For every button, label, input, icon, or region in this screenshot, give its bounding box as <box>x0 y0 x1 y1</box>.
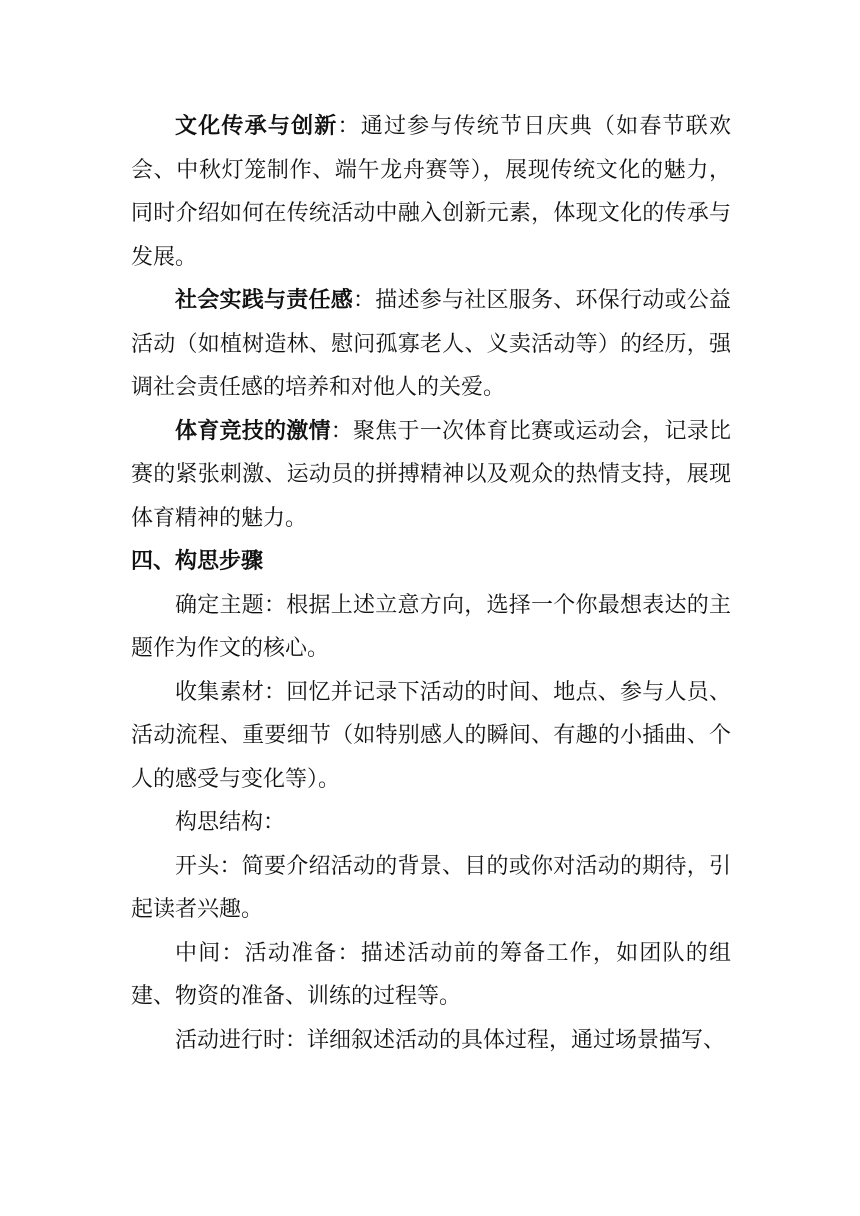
paragraph-social <box>131 279 731 410</box>
step-middle: 中间：活动准备：描述活动前的筹备工作，如团队的组建、物资的准备、训练的过程等。 <box>131 940 731 1009</box>
paragraph-sports <box>131 410 731 541</box>
paragraph-sports-title: 体育竞技的激情 <box>175 418 331 444</box>
paragraph-culture-text: ：通过参与传统节日庆典（如春节联欢会、中秋灯笼制作、端午龙舟赛等），展现传统文化的魅力，同时介绍如何在传统活动中融入创新元素，体现文化的传承与发展。 <box>131 114 731 270</box>
step-theme: 确定主题：根据上述立意方向，选择一个你最想表达的主题作为作文的核心。 <box>131 592 731 661</box>
step-structure: 构思结构： <box>175 810 286 835</box>
step-material: 收集素材：回忆并记录下活动的时间、地点、参与人员、活动流程、重要细节（如特别感人的瞬间、有趣的小插曲、个人的感受与变化等）。 <box>131 679 731 792</box>
step-opening: 开头：简要介绍活动的背景、目的或你对活动的期待，引起读者兴趣。 <box>131 853 731 922</box>
paragraph-social-title: 社会实践与责任感 <box>175 288 353 313</box>
paragraph-social-text: ：描述参与社区服务、环保行动或公益活动（如植树造林、慰问孤寡老人、义卖活动等）的经历，强调社会责任感的培养和对他人的关爱。 <box>131 288 731 400</box>
paragraph-culture-title: 文化传承与创新 <box>175 114 338 139</box>
step-in-progress: 活动进行时：详细叙述活动的具体过程，通过场景描写、 <box>175 1027 726 1053</box>
paragraph-culture <box>131 105 731 279</box>
paragraph-sports-text: ：聚焦于一次体育比赛或运动会，记录比赛的紧张刺激、运动员的拼搏精神以及观众的热情支持，展现体育精神的魅力。 <box>131 418 731 531</box>
document-page <box>131 105 731 1062</box>
section-heading: 四、构思步骤 <box>131 549 264 574</box>
